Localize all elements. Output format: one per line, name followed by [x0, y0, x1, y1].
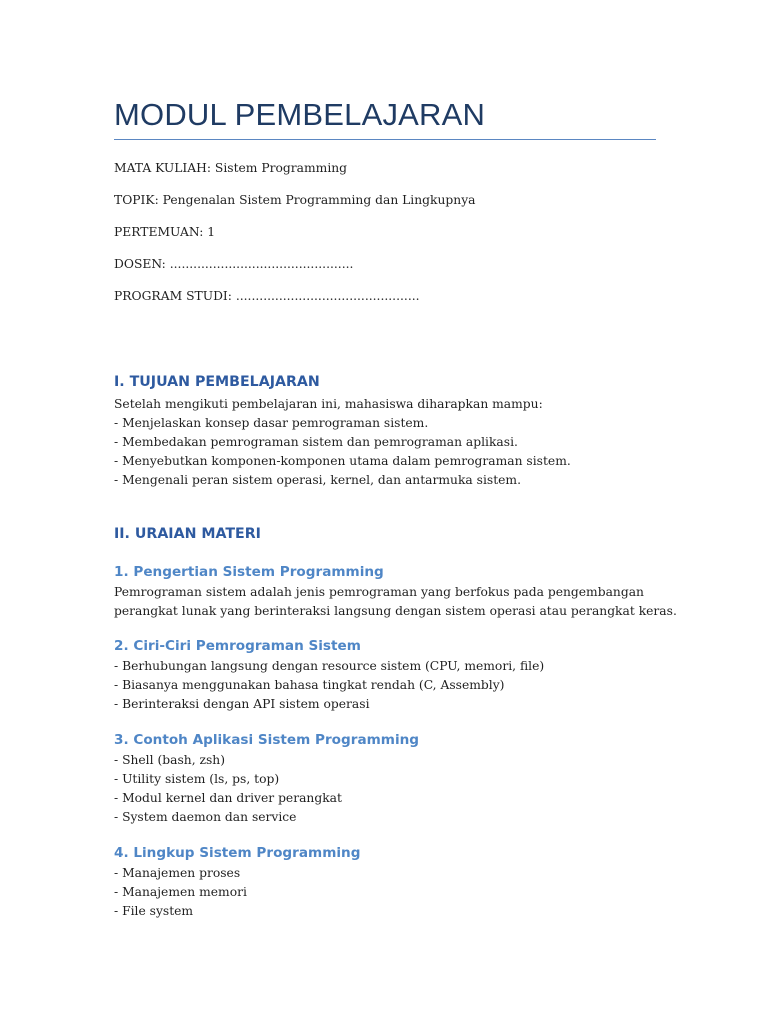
list-item: - Manajemen proses [114, 866, 241, 880]
meta-dosen: DOSEN: ............................................... [114, 257, 354, 271]
list-item: - Biasanya menggunakan bahasa tingkat rendah (C, Assembly) [114, 678, 505, 692]
paragraph-line: perangkat lunak yang berinteraksi langsung dengan sistem operasi atau perangkat keras. [114, 604, 677, 618]
meta-program-studi: PROGRAM STUDI: ............................................... [114, 289, 420, 303]
subheading-pengertian: 1. Pengertian Sistem Programming [114, 564, 384, 580]
list-item: - Mengenali peran sistem operasi, kernel, dan antarmuka sistem. [114, 473, 521, 487]
subheading-contoh-aplikasi: 3. Contoh Aplikasi Sistem Programming [114, 732, 420, 748]
contoh-aplikasi-list [114, 751, 342, 827]
section-heading-tujuan: I. TUJUAN PEMBELAJARAN [114, 374, 320, 390]
meta-mata-kuliah: MATA KULIAH: Sistem Programming [114, 161, 348, 175]
list-item: - System daemon dan service [114, 810, 297, 824]
subheading-lingkup: 4. Lingkup Sistem Programming [114, 845, 361, 861]
list-item: - Utility sistem (ls, ps, top) [114, 772, 280, 786]
paragraph-line: Pemrograman sistem adalah jenis pemrograman yang berfokus pada pengembangan [114, 585, 644, 599]
pengertian-paragraph [114, 583, 677, 621]
document-title: MODUL PEMBELAJARAN [114, 97, 486, 132]
list-item: - Menyebutkan komponen-komponen utama dalam pemrograman sistem. [114, 454, 571, 468]
meta-topik: TOPIK: Pengenalan Sistem Programming dan Lingkupnya [114, 193, 476, 207]
list-item: - Modul kernel dan driver perangkat [114, 791, 342, 805]
title-underline [114, 139, 656, 140]
list-item: - File system [114, 904, 194, 918]
list-item: - Shell (bash, zsh) [114, 753, 226, 767]
list-item: - Manajemen memori [114, 885, 247, 899]
list-item: - Membedakan pemrograman sistem dan pemrograman aplikasi. [114, 435, 518, 449]
list-item: - Menjelaskan konsep dasar pemrograman sistem. [114, 416, 429, 430]
tujuan-paragraph [114, 395, 571, 490]
ciri-ciri-list [114, 657, 544, 714]
meta-pertemuan: PERTEMUAN: 1 [114, 225, 216, 239]
section-heading-uraian: II. URAIAN MATERI [114, 526, 261, 542]
list-item: - Berhubungan langsung dengan resource sistem (CPU, memori, file) [114, 659, 545, 673]
lingkup-list [114, 864, 247, 921]
subheading-ciri-ciri: 2. Ciri-Ciri Pemrograman Sistem [114, 638, 361, 654]
paragraph-line: Setelah mengikuti pembelajaran ini, mahasiswa diharapkan mampu: [114, 397, 543, 411]
list-item: - Berinteraksi dengan API sistem operasi [114, 697, 370, 711]
